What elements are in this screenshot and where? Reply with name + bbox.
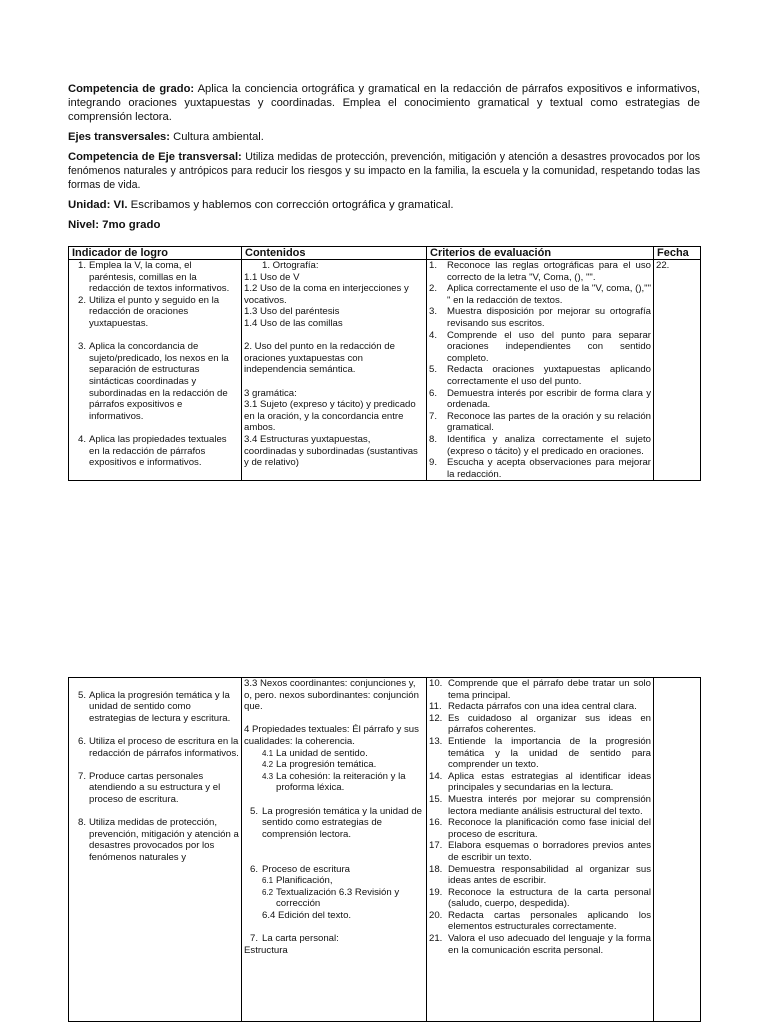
- header-fecha: Fecha: [654, 247, 701, 260]
- indicador-item: 7. Produce cartas personales atendiendo a su estructura y el proceso de escritura.: [77, 770, 221, 805]
- planning-table-2: [68, 677, 701, 1022]
- contenido-gramatica: 3 gramática:: [244, 387, 297, 399]
- table-row: [69, 678, 701, 1022]
- table-row: [69, 260, 701, 481]
- criterio-item: 8. Identifica y analiza correctamente el sujeto (expreso o tácito) y el predicado en oraciones.: [429, 433, 651, 457]
- contenido-subitem: 6.2 Textualización 6.3 Revisión y corrección: [262, 886, 400, 910]
- criterio-item: 20. Redacta cartas personales aplicando los elementos estructurales correctamente.: [429, 909, 651, 933]
- criterio-item: 19. Reconoce la estructura de la carta personal (saludo, cuerpo, despedida).: [429, 886, 651, 910]
- ejes-transversales: [68, 130, 700, 144]
- criterio-item: 16. Reconoce la planificación como fase inicial del proceso de escritura.: [429, 817, 651, 840]
- criterio-item: 10. Comprende que el párrafo debe tratar un solo tema principal.: [429, 678, 651, 701]
- criterio-item: 7. Reconoce las partes de la oración y su relación gramatical.: [429, 410, 651, 434]
- contenido-item: 3.4 Estructuras yuxtapuestas, coordinadas y subordinadas (sustantivas y de relativo): [244, 433, 418, 469]
- indicador-item: 8. Utiliza medidas de protección, prevención, mitigación y atención a desastres provocados por los fenómenos naturales y: [77, 817, 239, 863]
- indicador-item: 5. Aplica la progresión temática y la unidad de sentido como estrategias de lectura y escritura.: [77, 689, 231, 724]
- contenidos-cell: [242, 678, 427, 1022]
- contenido-ortografia: 1. Ortografía:: [262, 260, 319, 271]
- competencia-eje-label: Competencia de Eje transversal:: [68, 151, 242, 163]
- criterio-item: 2. Aplica correctamente el uso de la "V, coma, (),"" " en la redacción de textos.: [429, 283, 651, 306]
- contenido-item: 3.3 Nexos coordinantes: conjunciones y, o, pero. nexos subordinantes: conjunción que.: [244, 678, 419, 713]
- contenido-item: Estructura: [244, 944, 288, 956]
- competencia-grado: [68, 82, 700, 124]
- contenido-item: 1.3 Uso del paréntesis: [244, 306, 340, 318]
- indicador-item: 1. Emplea la V, la coma, el paréntesis, comillas en la redacción de textos informativos.: [77, 260, 230, 295]
- criterio-item: 12. Es cuidadoso al organizar sus ideas en párrafos coherentes.: [429, 712, 651, 736]
- indicadores-cell: [69, 678, 242, 1022]
- contenido-item: 7. La carta personal:: [250, 933, 339, 945]
- contenido-subitem: 6.4 Edición del texto.: [262, 909, 352, 921]
- unidad-text: Escribamos y hablemos con corrección ortográfica y gramatical.: [130, 199, 454, 211]
- header-indicador: Indicador de logro: [69, 247, 242, 260]
- criterios-cell: [427, 260, 654, 481]
- contenido-item: 1.2 Uso de la coma en interjecciones y vocativos.: [244, 283, 409, 306]
- contenidos-cell: [242, 260, 427, 481]
- unidad-label: Unidad: VI.: [68, 199, 128, 211]
- header-contenidos: Contenidos: [242, 247, 427, 260]
- contenido-item: 6. Proceso de escritura: [250, 863, 350, 875]
- fecha-cell: [654, 678, 701, 1022]
- contenido-item: 1.4 Uso de las comillas: [244, 317, 343, 329]
- ejes-text: Cultura ambiental.: [173, 131, 264, 143]
- criterio-item: 17. Elabora esquemas o borradores previos antes de escribir un texto.: [429, 840, 651, 863]
- contenido-item: 3.1 Sujeto (expreso y tácito) y predicado en la oración, y la concordancia entre ambos.: [244, 399, 416, 434]
- planning-table-1: [68, 246, 701, 481]
- contenido-subitem: 4.2 La progresión temática.: [262, 759, 377, 771]
- ejes-label: Ejes transversales:: [68, 131, 170, 143]
- contenido-item: 2. Uso del punto en la redacción de oraciones yuxtapuestas con independencia semántica.: [244, 341, 395, 376]
- criterio-item: 1. Reconoce las reglas ortográficas para el uso correcto de la letra "V, Coma, (), "".: [429, 260, 651, 283]
- table-header-row: [69, 247, 701, 260]
- contenido-subitem: 4.1 La unidad de sentido.: [262, 747, 368, 759]
- nivel: Nivel: 7mo grado: [68, 219, 161, 231]
- criterio-item: 21. Valora el uso adecuado del lenguaje y la forma en la comunicación escrita personal.: [429, 933, 651, 956]
- criterios-cell: [427, 678, 654, 1022]
- indicador-item: 3. Aplica la concordancia de sujeto/predicado, los nexos en la separación de estructuras sintácticas coordinadas y subordinadas en la redacción de párrafos expositivos e informativos.: [77, 341, 229, 422]
- criterio-item: 5. Redacta oraciones yuxtapuestas aplicando correctamente el uso del punto.: [429, 364, 651, 387]
- contenido-item: 4 Propiedades textuales: Él párrafo y sus cualidades: la coherencia.: [244, 724, 419, 747]
- criterio-item: 9. Escucha y acepta observaciones para mejorar la redacción.: [429, 457, 651, 480]
- competencia-grado-text: Aplica la conciencia ortográfica y gramatical en la redacción de párrafos expositivos e informativos, integrando oraciones yuxtapuestas y coordinadas. Emplea el conocimiento gramatical y textual como estrategias de comprensión lectora.: [68, 83, 700, 123]
- criterio-item: 13. Entiende la importancia de la progresión temática y la unidad de sentido para comprender un texto.: [429, 735, 651, 771]
- unidad: [68, 198, 700, 212]
- competencia-grado-label: Competencia de grado:: [68, 83, 195, 95]
- criterio-item: 14. Aplica estas estrategias al identificar ideas principales y secundarias en la lectura.: [429, 770, 651, 794]
- contenido-item: 1.1 Uso de V: [244, 271, 300, 283]
- criterio-item: 11. Redacta párrafos con una idea central clara.: [429, 701, 637, 713]
- contenido-subitem: 4.3 La cohesión: la reiteración y la proforma léxica.: [262, 770, 406, 794]
- header-criterios: Criterios de evaluación: [427, 247, 654, 260]
- competencia-eje-text: Utiliza medidas de protección, prevención, mitigación y atención a desastres provocados por los fenómenos naturales y antrópicos para reducir los riesgos y su impacto en la familia, la escuela y la comunidad, respetando todas las formas de vida.: [68, 151, 701, 191]
- competencia-eje: [68, 150, 700, 192]
- indicador-item: 2. Utiliza el punto y seguido en la redacción de oraciones yuxtapuestas.: [77, 294, 220, 329]
- contenido-subitem: 6.1 Planificación,: [262, 875, 333, 887]
- indicador-item: 6. Utiliza el proceso de escritura en la redacción de párrafos informativos.: [77, 735, 239, 759]
- criterio-item: 6. Demuestra interés por escribir de forma clara y ordenada.: [429, 387, 651, 411]
- criterio-item: 4. Comprende el uso del punto para separar oraciones independientes con sentido completo.: [429, 329, 651, 364]
- fecha-cell: 22.: [654, 260, 701, 481]
- document-header: [68, 82, 700, 238]
- criterio-item: 3. Muestra disposición por mejorar su ortografía revisando sus escritos.: [429, 306, 651, 329]
- contenido-item: 5. La progresión temática y la unidad de sentido como estrategias de comprensión lectora.: [250, 805, 422, 840]
- criterio-item: 18. Demuestra responsabilidad al organizar sus ideas antes de escribir.: [429, 863, 651, 887]
- indicadores-cell: [69, 260, 242, 481]
- indicador-item: 4. Aplica las propiedades textuales en la redacción de párrafos expositivos e informativos.: [77, 433, 227, 469]
- criterio-item: 15. Muestra interés por mejorar su comprensión lectora mediante análisis estructural del texto.: [429, 793, 651, 817]
